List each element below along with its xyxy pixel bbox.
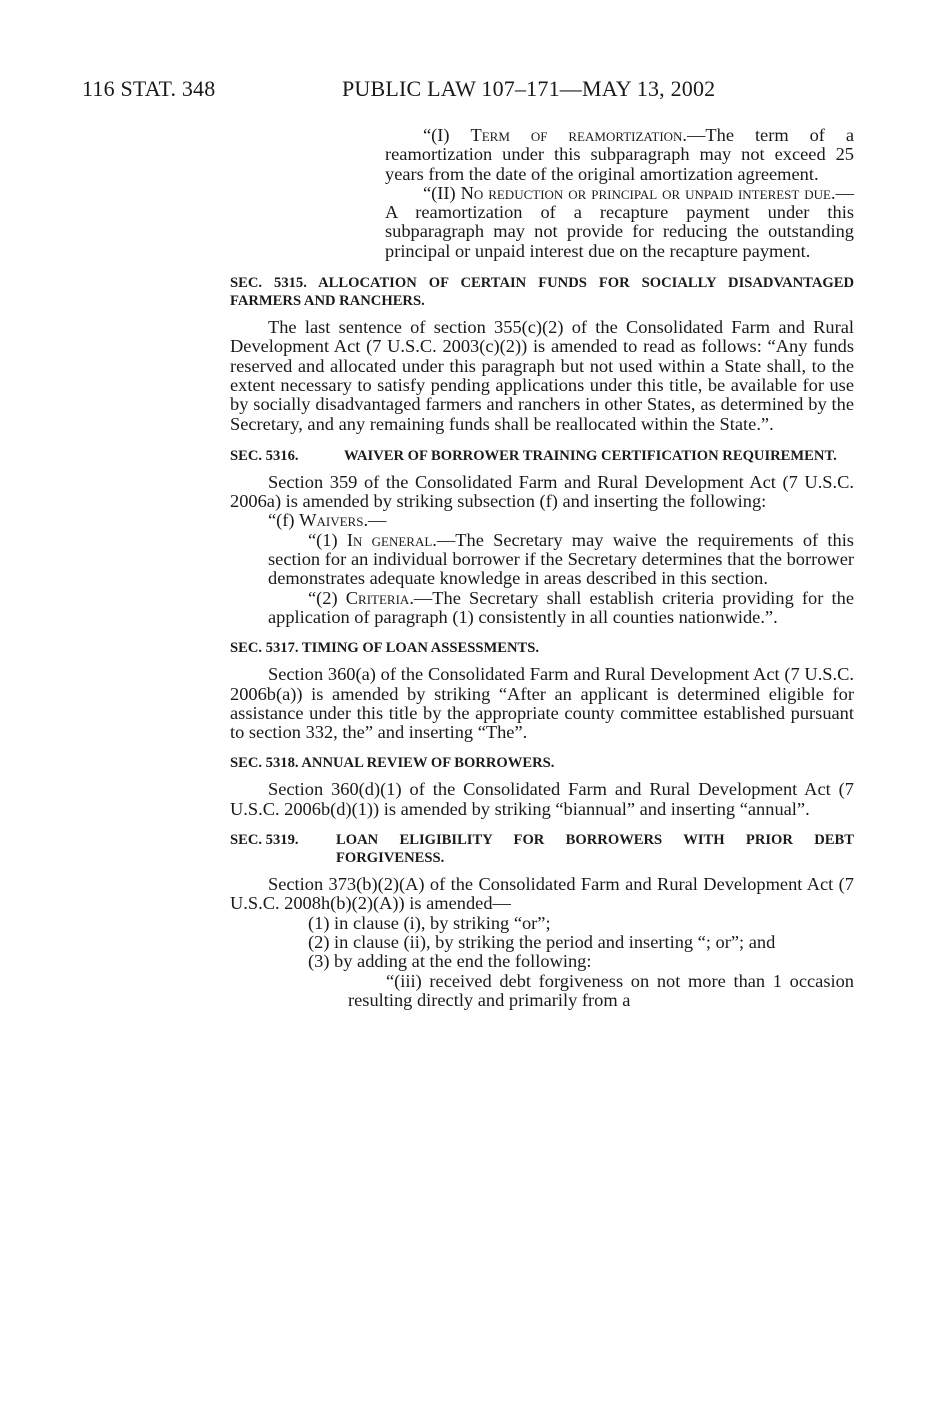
section-title: ALLOCATION OF CERTAIN FUNDS FOR SOCIALLY DISADVANTAGED FARMERS AND RANCHERS. [230,275,854,310]
section-number: SEC. 5315. [230,275,307,292]
law-title: PUBLIC LAW 107–171—MAY 13, 2002 [342,76,716,101]
section-heading-5318 [230,754,854,772]
paragraph-in-general: “(1) In general.—The Secretary may waive the requirements of this section for an individual borrower if the Secretary determines that the borrower demonstrates adequate knowledge in areas described in this section. [268,529,854,589]
section-title: TIMING OF LOAN ASSESSMENTS. [301,640,539,657]
section-heading-5316 [230,447,854,465]
subsection-heading: Waivers [299,510,364,531]
section-text: Section 359 of the Consolidated Farm and Rural Development Act (7 U.S.C. 2006a) is amended by striking subsection (f) and inserting the following: [230,471,854,512]
amendment-clause-2: (2) in clause (ii), by striking the period and inserting “; or”; and [308,931,776,952]
amendment-clause-3: (3) by adding at the end the following: [308,951,592,972]
section-heading-5317 [230,639,854,657]
section-title: ANNUAL REVIEW OF BORROWERS. [301,755,555,772]
section-heading-5315 [230,274,854,310]
clause-iii: “(iii) received debt forgiveness on not more than 1 occasion resulting directly and primarily from a [348,970,854,1010]
subclause-heading: No reduction or principal or unpaid interest due [460,182,831,203]
document-body [230,126,854,1010]
section-text: Section 360(a) of the Consolidated Farm and Rural Development Act (7 U.S.C. 2006b(a)) is amended by striking “After an applicant is determined eligible for assistance under this title by the appropriate county committee established pursuant to section 332, the” and inserting “The”. [230,664,854,743]
section-text: Section 373(b)(2)(A) of the Consolidated Farm and Rural Development Act (7 U.S.C. 2008h(b)(2)(A)) is amended— [230,874,854,914]
stat-page-number: 116 STAT. 348 [82,76,216,101]
amendment-clause-1: (1) in clause (i), by striking “or”; [308,912,551,933]
section-number: SEC. 5319. [230,832,299,849]
section-heading-5319 [230,831,854,867]
section-text: Section 360(d)(1) of the Consolidated Farm and Rural Development Act (7 U.S.C. 2006b(d)(1)) is amended by striking “biannual” and inserting “annual”. [230,779,854,819]
subsection-waivers: “(f) Waivers.— [268,510,387,531]
subclause-no-reduction: “(II) No reduction or principal or unpaid interest due.—A reamortization of a recapture payment under this subparagraph may not provide for reducing the outstanding principal or unpaid interest due on the recapture payment. [385,182,854,261]
paragraph-heading: In general [346,529,433,550]
paragraph-criteria: “(2) Criteria.—The Secretary shall establish criteria providing for the application of paragraph (1) consistently in all counties nationwide.”. [268,587,854,627]
paragraph-heading: Criteria [345,587,410,608]
section-title: WAIVER OF BORROWER TRAINING CERTIFICATION REQUIREMENT. [344,447,837,464]
section-number: SEC. 5317. [230,640,299,657]
section-text: The last sentence of section 355(c)(2) of the Consolidated Farm and Rural Development Act (7 U.S.C. 2003(c)(2)) is amended to read as follows: “Any funds reserved and allocated under this paragraph but not used within a State shall, to the extent necessary to satisfy pending applications under this title, be available for use by socially disadvantaged farmers and ranchers in other States, as determined by the Secretary, and any remaining funds shall be reallocated within the State.”. [230,317,854,434]
subclause-heading: Term of reamortization [470,125,683,145]
section-number: SEC. 5316. [230,447,299,464]
section-title: LOAN ELIGIBILITY FOR BORROWERS WITH PRIOR DEBT FORGIVENESS. [336,832,854,867]
section-number: SEC. 5318. [230,755,299,772]
subclause-term-of-reamortization: “(I) Term of reamortization.—The term of a reamortization under this subparagraph may not exceed 25 years from the date of the original amortization agreement. [385,125,854,184]
